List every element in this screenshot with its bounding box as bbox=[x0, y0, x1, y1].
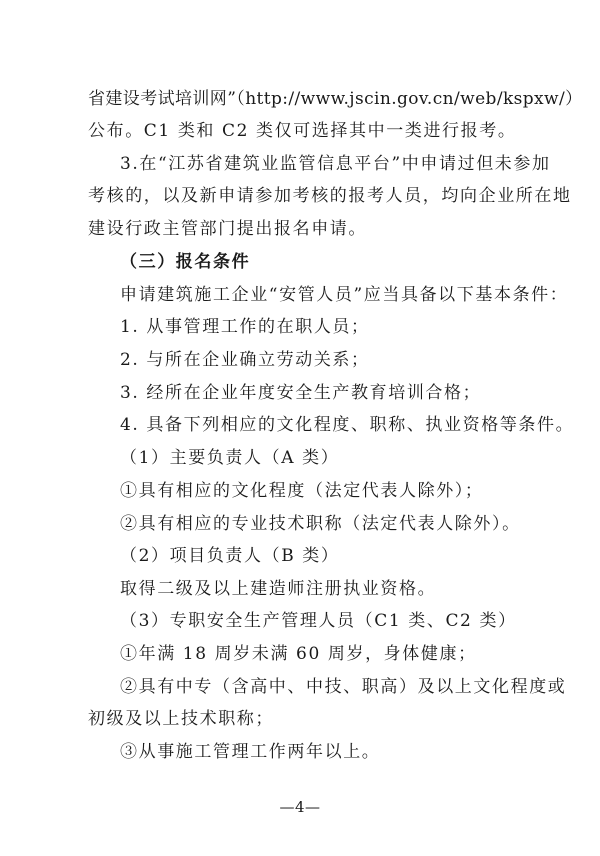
circled-item-a1: ①具有相应的文化程度（法定代表人除外）； bbox=[120, 481, 484, 501]
paragraph-line-4: 考核的，以及新申请参加考核的报考人员，均向企业所在地 bbox=[88, 186, 572, 206]
subsection-c: （3）专职安全生产管理人员（C1 类、C2 类） bbox=[120, 611, 517, 631]
paragraph-line-7: 申请建筑施工企业“安管人员”应当具备以下基本条件： bbox=[120, 285, 569, 305]
page-number: —4— bbox=[279, 798, 321, 816]
circled-item-c2-continued: 初级及以上技术职称； bbox=[88, 709, 274, 729]
circled-item-c1: ①年满 18 周岁未满 60 周岁，身体健康； bbox=[120, 644, 477, 664]
list-item-4: 4. 具备下列相应的文化程度、职称、执业资格等条件。 bbox=[120, 415, 575, 435]
section-heading: （三）报名条件 bbox=[120, 252, 251, 272]
subsection-b: （2）项目负责人（B 类） bbox=[120, 546, 340, 566]
circled-item-a2: ②具有相应的专业技术职称（法定代表人除外）。 bbox=[120, 514, 521, 534]
paragraph-line-5: 建设行政主管部门提出报名申请。 bbox=[88, 219, 367, 239]
list-item-1: 1. 从事管理工作的在职人员； bbox=[120, 317, 370, 337]
paragraph-line-1: 省建设考试培训网”（http://www.jscin.gov.cn/web/kspxw/） bbox=[88, 89, 583, 109]
list-item-3: 3. 经所在企业年度安全生产教育培训合格； bbox=[120, 383, 482, 403]
paragraph-line-3: 3.在“江苏省建筑业监管信息平台”中申请过但未参加 bbox=[120, 154, 551, 174]
circled-item-c2: ②具有中专（含高中、中技、职高）及以上文化程度或 bbox=[120, 677, 567, 697]
circled-item-c3: ③从事施工管理工作两年以上。 bbox=[120, 742, 381, 762]
paragraph-b-requirement: 取得二级及以上建造师注册执业资格。 bbox=[120, 579, 437, 599]
list-item-2: 2. 与所在企业确立劳动关系； bbox=[120, 350, 370, 370]
paragraph-line-2: 公布。C1 类和 C2 类仅可选择其中一类进行报考。 bbox=[88, 121, 517, 141]
subsection-a: （1）主要负责人（A 类） bbox=[120, 448, 340, 468]
